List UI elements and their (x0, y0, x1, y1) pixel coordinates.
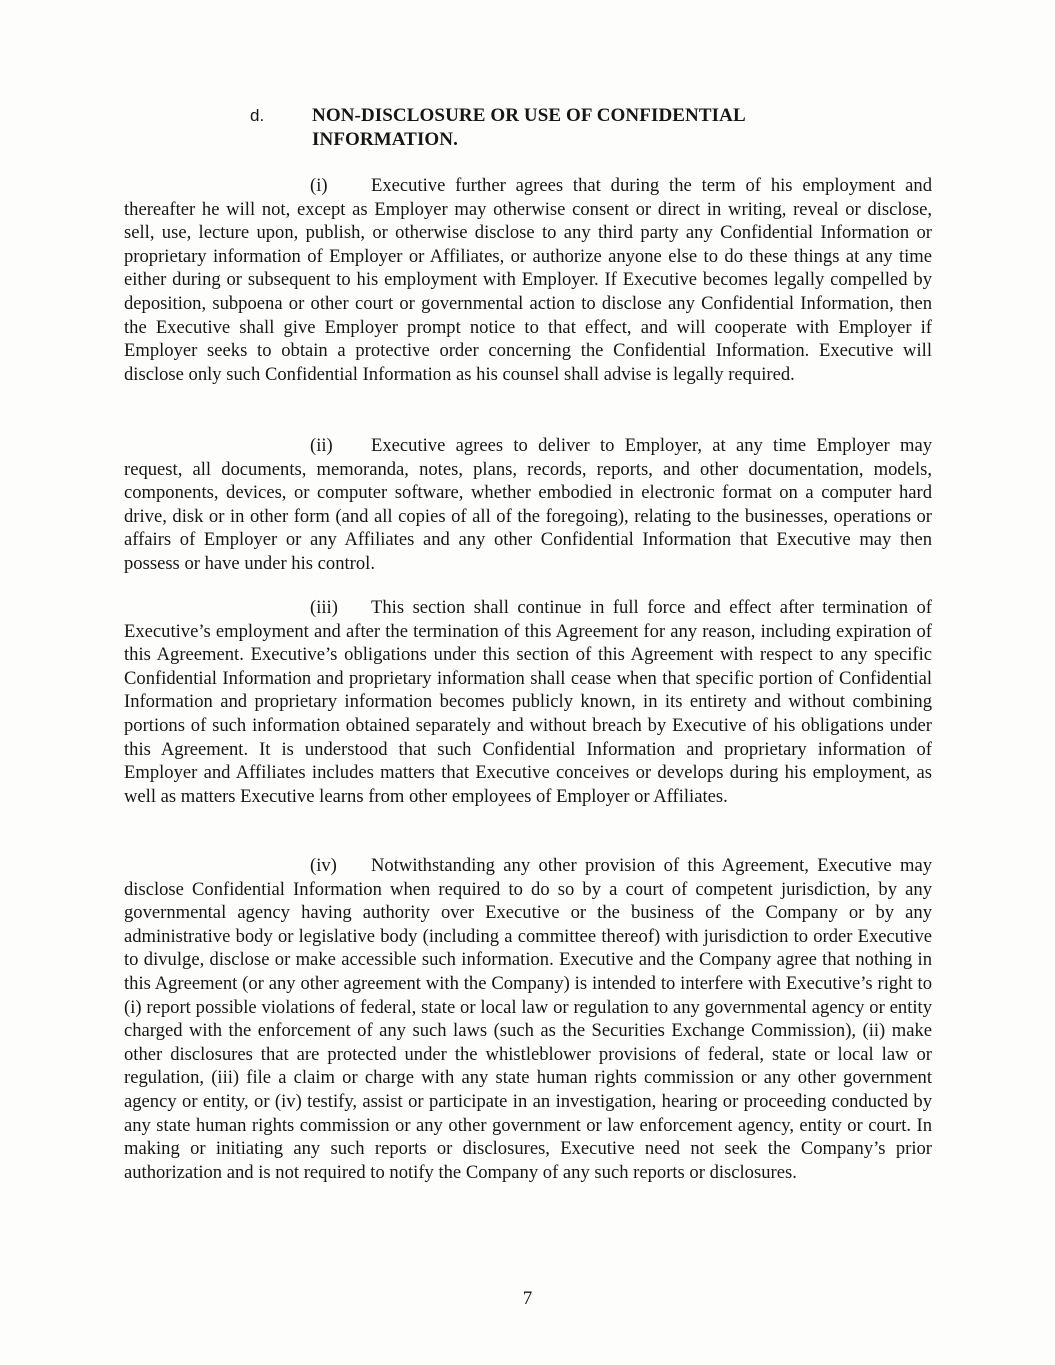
paragraph-iii (124, 596, 932, 808)
paragraph-ii (124, 434, 932, 576)
paragraph-text: Executive agrees to deliver to Employer, at any time Employer may request, all documents, memoranda, notes, plans, records, reports, and other documentation, models, components, devices, or computer software, whether embodied in electronic format on a computer hard drive, disk or in other form (and all copies of all of the foregoing), relating to the businesses, operations or affairs of Employer or any Affiliates and any other Confidential Information that Executive may then possess or have under his control. (124, 435, 932, 574)
paragraph-text: Executive further agrees that during the term of his employment and thereafter he will not, except as Employer may otherwise consent or direct in writing, reveal or disclose, sell, use, lecture upon, publish, or otherwise disclose to any third party any Confidential Information or proprietary information of Employer or Affiliates, or authorize anyone else to do these things at any time either during or subsequent to his employment with Employer. If Executive becomes legally compelled by deposition, subpoena or other court or governmental action to disclose any Confidential Information, then the Executive shall give Employer prompt notice to that effect, and will cooperate with Employer if Employer seeks to obtain a protective order concerning the Confidential Information. Executive will disclose only such Confidential Information as his counsel shall advise is legally required. (124, 175, 932, 385)
section-letter: d. (250, 106, 265, 125)
paragraph-number: (iii) (310, 597, 338, 618)
section-title-line-2: INFORMATION. (312, 129, 458, 150)
page-number: 7 (522, 1288, 533, 1309)
paragraph-number: (i) (310, 175, 328, 196)
paragraph-number: (ii) (310, 435, 333, 456)
section-title (312, 104, 872, 152)
section-title-line-1: NON-DISCLOSURE OR USE OF CONFIDENTIAL (312, 105, 746, 126)
paragraph-number: (iv) (310, 855, 337, 876)
paragraph-i (124, 174, 932, 386)
paragraph-iv (124, 854, 932, 1184)
paragraph-text: This section shall continue in full force and effect after termination of Executive’s employment and after the termination of this Agreement for any reason, including expiration of this Agreement. Executive’s obligations under this section of this Agreement with respect to any specific Confidential Information and proprietary information shall cease when that specific portion of Confidential Information and proprietary information becomes publicly known, in its entirety and without combining portions of such information obtained separately and without breach by Executive of his obligations under this Agreement. It is understood that such Confidential Information and proprietary information of Employer and Affiliates includes matters that Executive conceives or develops during his employment, as well as matters Executive learns from other employees of Employer or Affiliates. (124, 597, 932, 807)
paragraph-text: Notwithstanding any other provision of this Agreement, Executive may disclose Confidential Information when required to do so by a court of competent jurisdiction, by any governmental agency having authority over Executive or the business of the Company or by any administrative body or legislative body (including a committee thereof) with jurisdiction to order Executive to divulge, disclose or make accessible such information. Executive and the Company agree that nothing in this Agreement (or any other agreement with the Company) is intended to interfere with Executive’s right to (i) report possible violations of federal, state or local law or regulation to any governmental agency or entity charged with the enforcement of any such laws (such as the Securities Exchange Commission), (ii) make other disclosures that are protected under the whistleblower provisions of federal, state or local law or regulation, (iii) file a claim or charge with any state human rights commission or any other government agency or entity, or (iv) testify, assist or participate in an investigation, hearing or proceeding conducted by any state human rights commission or any other government or law enforcement agency, entity or court. In making or initiating any such reports or disclosures, Executive need not seek the Company’s prior authorization and is not required to notify the Company of any such reports or disclosures. (124, 855, 932, 1183)
